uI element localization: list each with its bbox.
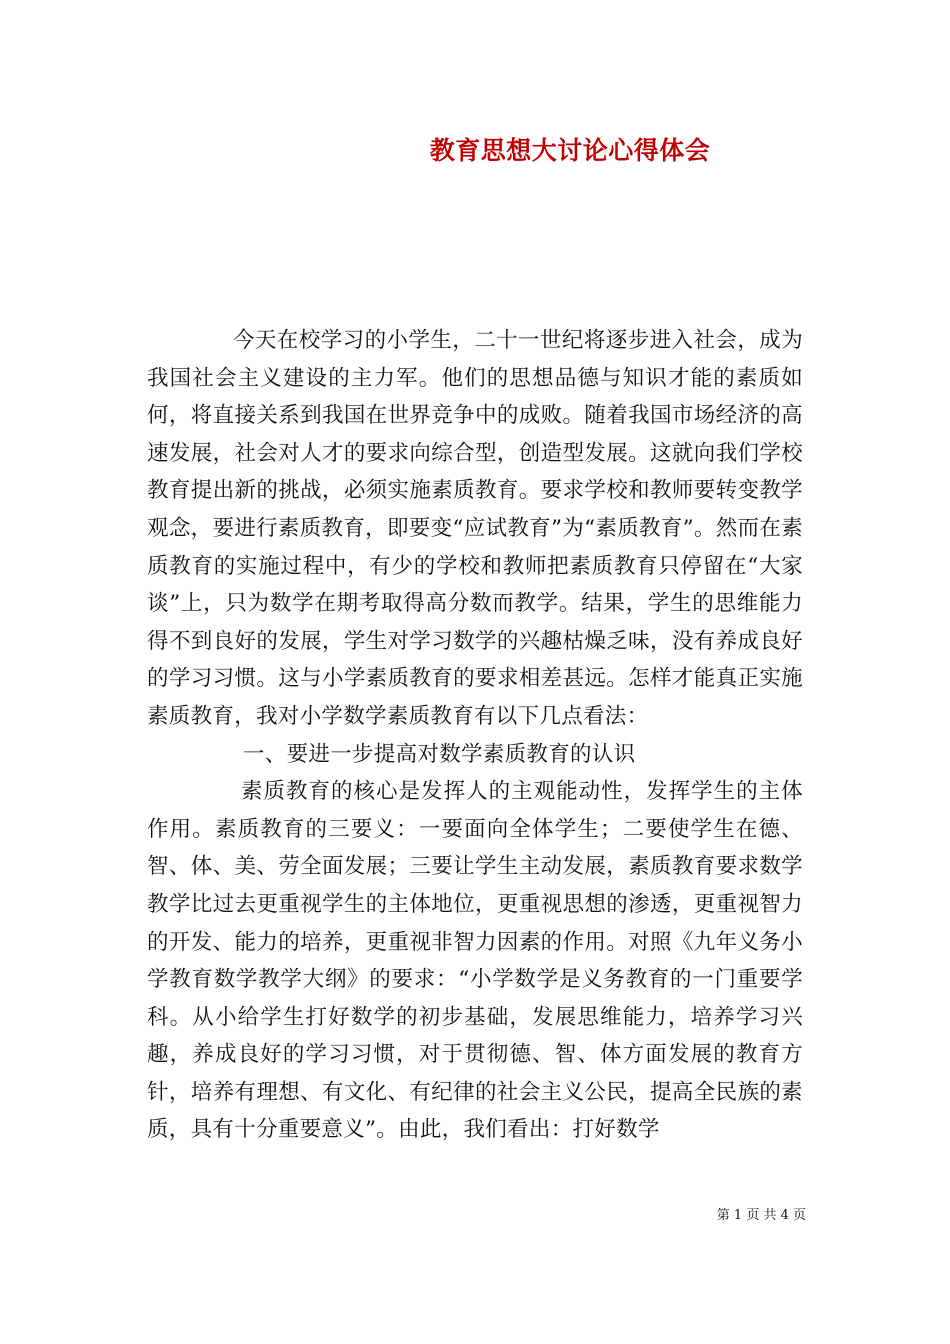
document-title: 教育思想大讨论心得体会 [429, 136, 711, 165]
section-heading-1: 一、要进一步提高对数学素质教育的认识 [243, 741, 636, 767]
paragraph-intro: 今天在校学习的小学生，二十一世纪将逐步进入社会，成为我国社会主义建设的主力军。他们的思想品德与知识才能的素质如何，将直接关系到我国在世界竞争中的成败。随着我国市场经济的高速发展，社会对人才的要求向综合型，创造型发展。这就向我们学校教育提出新的挑战，必须实施素质教育。要求学校和教师要转变教学观念，要进行素质教育，即要变“应试教育”为“素质教育”。然而在素质教育的实施过程中，有少的学校和教师把素质教育只停留在“大家谈”上，只为数学在期考取得高分数而教学。结果，学生的思维能力得不到良好的发展，学生对学习数学的兴趣枯燥乏味，没有养成良好的学习习惯。这与小学素质教育的要求相差甚远。怎样才能真正实施素质教育，我对小学数学素质教育有以下几点看法： [147, 328, 803, 729]
page-number-footer: 第 1 页 共 4 页 [716, 1208, 806, 1223]
paragraph-section-1: 素质教育的核心是发挥人的主观能动性，发挥学生的主体作用。素质教育的三要义：一要面向全体学生；二要使学生在德、智、体、美、劳全面发展；三要让学生主动发展，素质教育要求数学教学比过去更重视学生的主体地位，更重视思想的渗透，更重视智力的开发、能力的培养，更重视非智力因素的作用。对照《九年义务小学教育数学教学大纲》的要求：“小学数学是义务教育的一门重要学科。从小给学生打好数学的初步基础，发展思维能力，培养学习兴趣，养成良好的学习习惯，对于贯彻德、智、体方面发展的教育方针，培养有理想、有文化、有纪律的社会主义公民，提高全民族的素质，具有十分重要意义”。由此，我们看出：打好数学 [147, 779, 803, 1143]
document-body [147, 322, 803, 1149]
